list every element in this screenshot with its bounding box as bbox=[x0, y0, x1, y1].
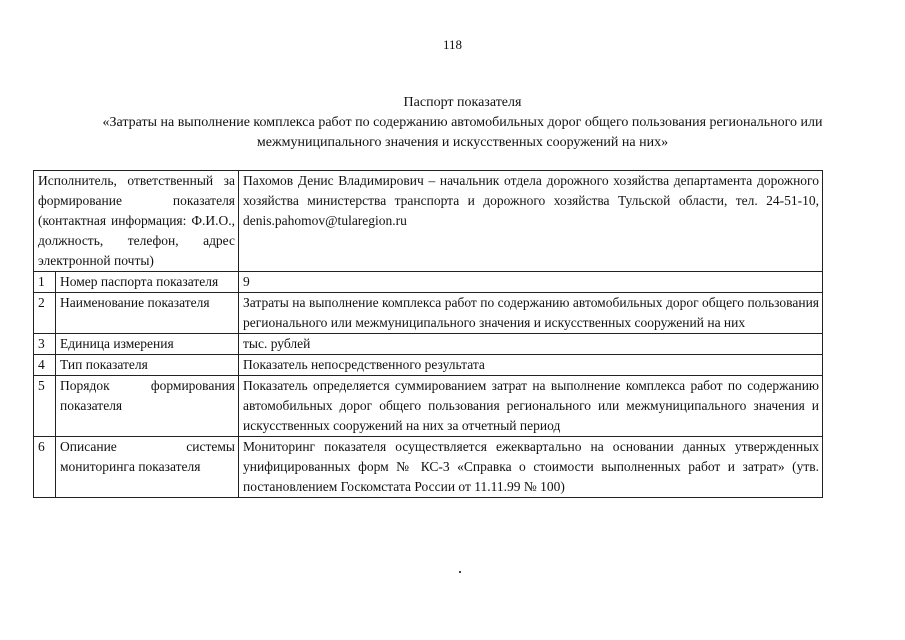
table-row bbox=[34, 293, 823, 334]
table-row bbox=[34, 334, 823, 355]
row-label: Номер паспорта показателя bbox=[56, 272, 239, 293]
row-value: Показатель определяется суммированием затрат на выполнение комплекса работ по содержанию автомобильных дорог общего пользования регионального или межмуниципального значения и искусственных сооружений на них за отчетный период bbox=[239, 376, 823, 437]
table-row bbox=[34, 272, 823, 293]
scan-speck bbox=[459, 571, 461, 573]
row-number: 5 bbox=[34, 376, 56, 437]
table-row-executor bbox=[34, 171, 823, 272]
row-number: 1 bbox=[34, 272, 56, 293]
page-number: 118 bbox=[442, 37, 463, 52]
row-value: 9 bbox=[239, 272, 823, 293]
passport-table bbox=[33, 170, 823, 498]
document-title bbox=[40, 93, 885, 153]
row-number: 2 bbox=[34, 293, 56, 334]
executor-label: Исполнитель, ответственный за формирование показателя (контактная информация: Ф.И.О., должность, телефон, адрес электронной почты) bbox=[34, 171, 239, 272]
row-value: Затраты на выполнение комплекса работ по содержанию автомобильных дорог общего пользования регионального или межмуниципального значения и искусственных сооружений на них bbox=[239, 293, 823, 334]
row-number: 6 bbox=[34, 437, 56, 498]
row-label: Наименование показателя bbox=[56, 293, 239, 334]
table-row bbox=[34, 376, 823, 437]
row-value: Показатель непосредственного результата bbox=[239, 355, 823, 376]
row-number: 3 bbox=[34, 334, 56, 355]
row-label: Порядок формирования показателя bbox=[56, 376, 239, 437]
table-row bbox=[34, 437, 823, 498]
table-row bbox=[34, 355, 823, 376]
row-number: 4 bbox=[34, 355, 56, 376]
title-subject-line-1: «Затраты на выполнение комплекса работ по содержанию автомобильных дорог общего пользования регионального или bbox=[102, 115, 823, 130]
executor-value: Пахомов Денис Владимирович – начальник отдела дорожного хозяйства департамента дорожного хозяйства министерства транспорта и дорожного хозяйства Тульской области, тел. 24-51-10, denis.pahomov@tularegion.ru bbox=[239, 171, 823, 272]
row-value: Мониторинг показателя осуществляется ежеквартально на основании данных утвержденных унифицированных форм № КС-3 «Справка о стоимости выполненных работ и затрат» (утв. постановлением Госкомстата России от 11.11.99 № 100) bbox=[239, 437, 823, 498]
row-label: Тип показателя bbox=[56, 355, 239, 376]
title-heading: Паспорт показателя bbox=[403, 95, 522, 110]
row-label: Единица измерения bbox=[56, 334, 239, 355]
row-label: Описание системы мониторинга показателя bbox=[56, 437, 239, 498]
title-subject-line-2: межмуниципального значения и искусственных сооружений на них» bbox=[256, 135, 669, 150]
row-value: тыс. рублей bbox=[239, 334, 823, 355]
